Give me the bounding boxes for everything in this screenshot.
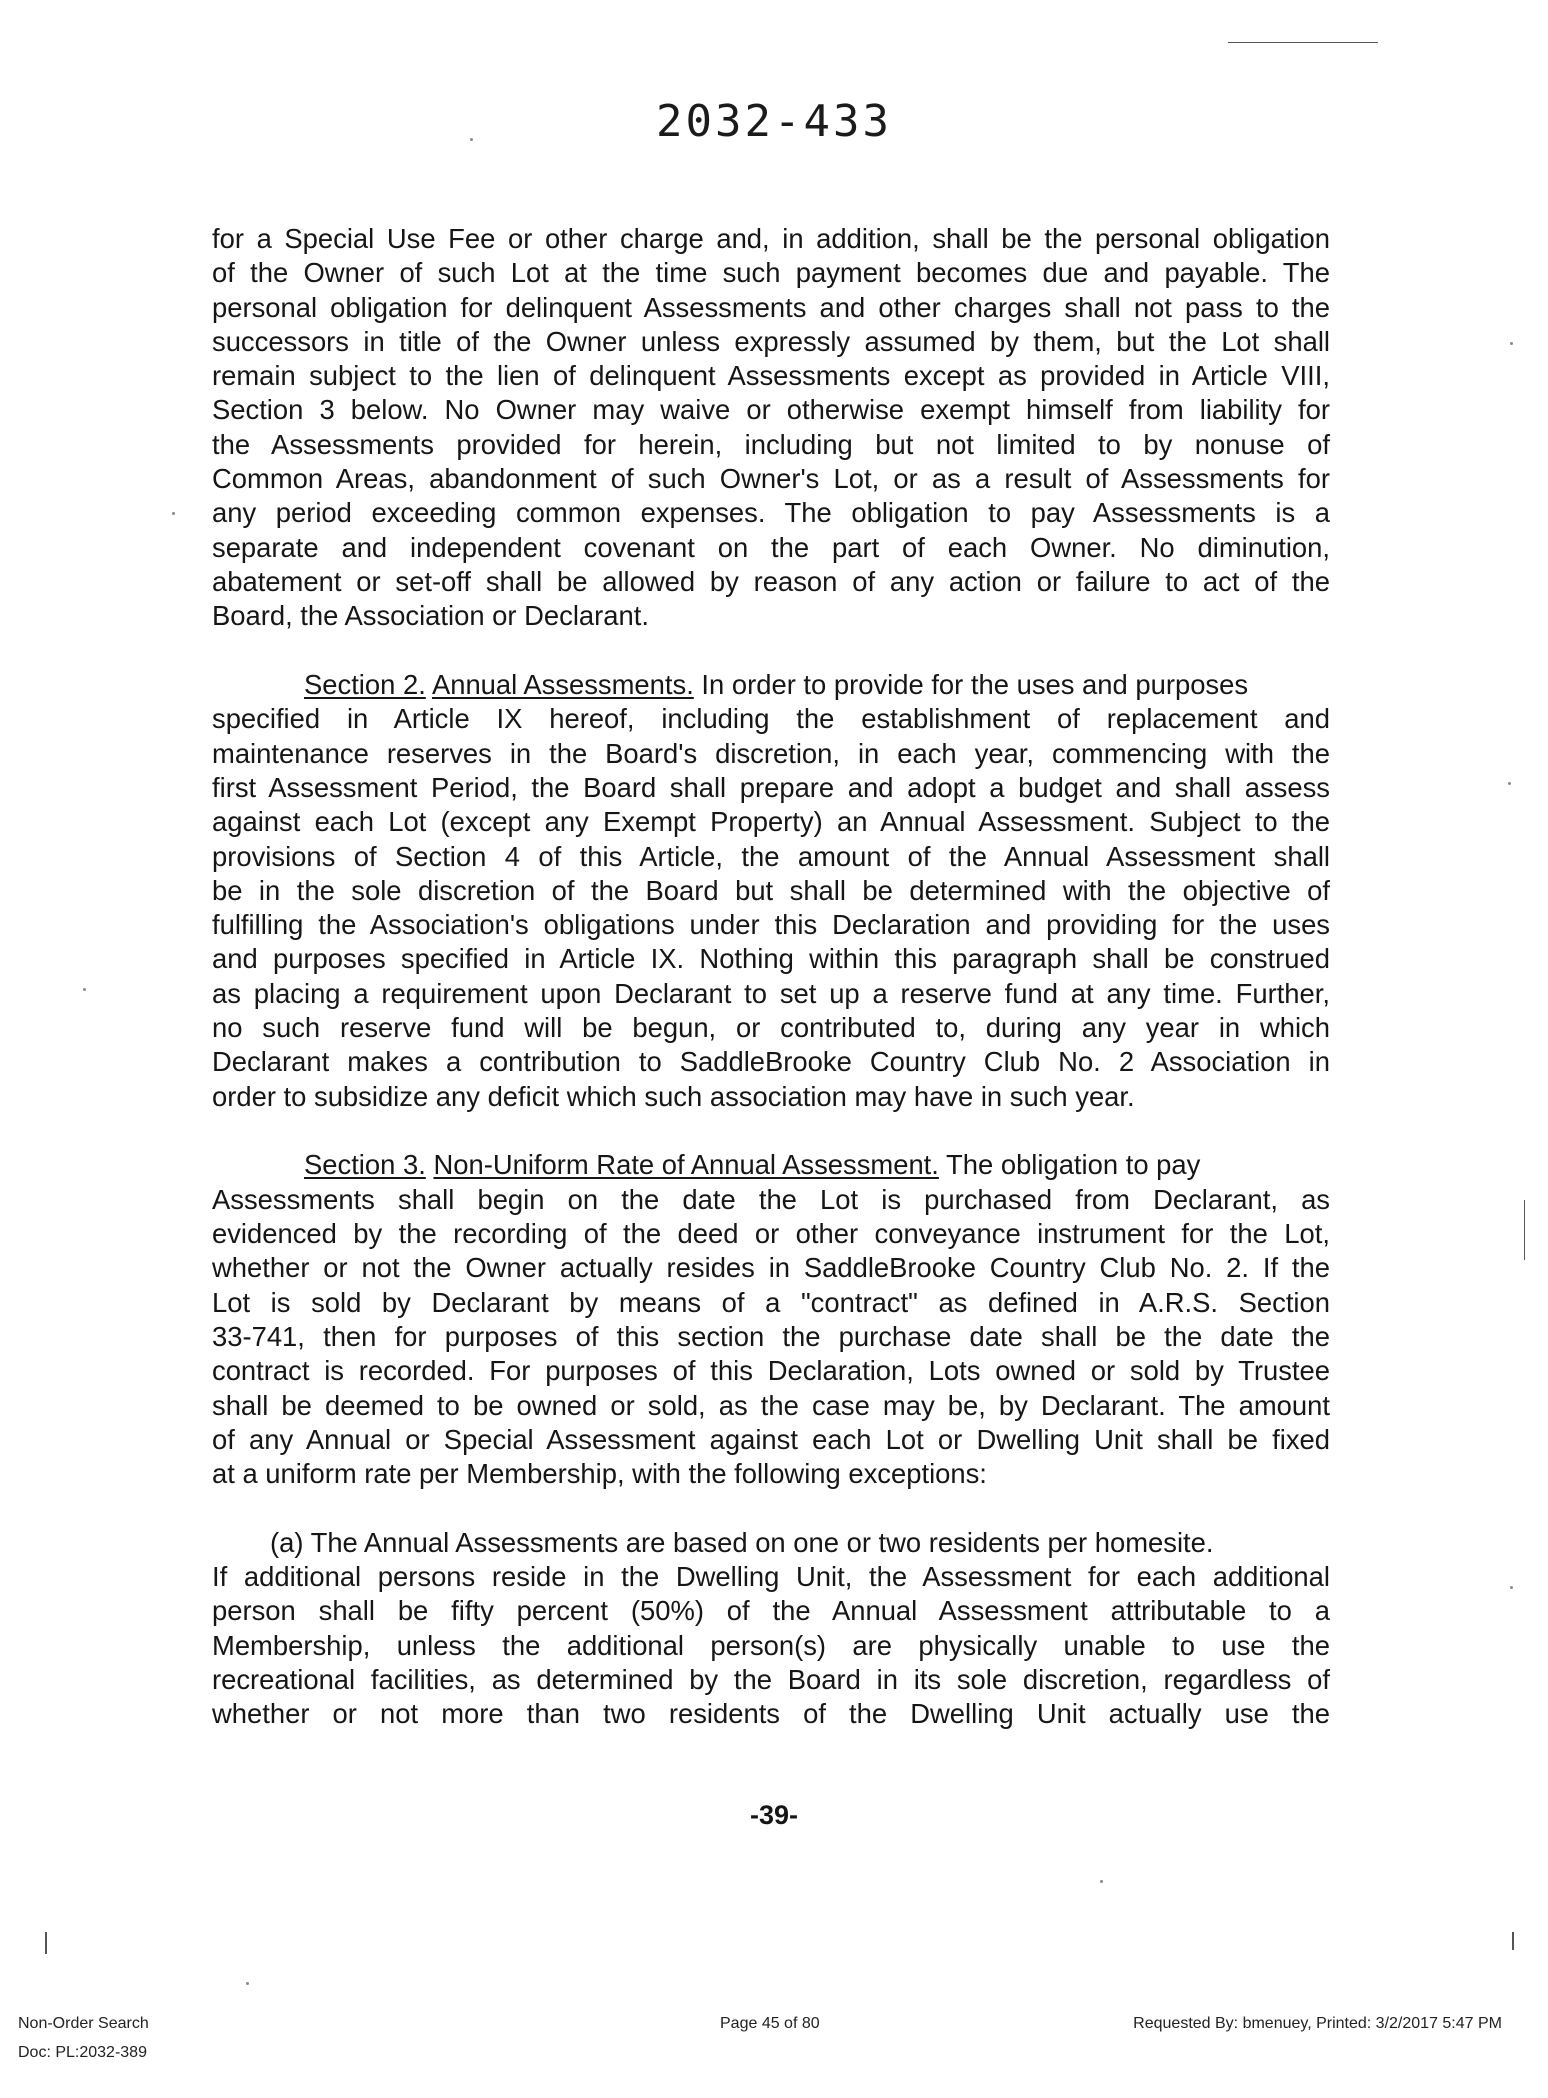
- text-line: fulfilling the Association's obligations under this Declaration and providing for the uses: [212, 909, 1330, 941]
- text-fragment: The obligation to pay: [938, 1149, 1201, 1181]
- text-line: Membership, unless the additional person(s) are physically unable to use the: [212, 1629, 1330, 1661]
- text-line: shall be deemed to be owned or sold, as the case may be, by Declarant. The amount: [212, 1389, 1330, 1421]
- text-line: recreational facilities, as determined by the Board in its sole discretion, regardless of: [212, 1664, 1330, 1696]
- text-line: any period exceeding common expenses. The obligation to pay Assessments is a: [212, 497, 1330, 529]
- text-line: Assessments shall begin on the date the Lot is purchased from Declarant, as: [212, 1183, 1330, 1215]
- text-line: specified in Article IX hereof, including the establishment of replacement and: [212, 703, 1330, 735]
- section-3-heading-line: [304, 1148, 1330, 1182]
- scan-speck: [1508, 782, 1511, 785]
- footer-search-type: Non-Order Search: [18, 2015, 149, 2032]
- text-line: and purposes specified in Article IX. Nothing within this paragraph shall be construed: [212, 943, 1330, 975]
- section-3-title: Non-Uniform Rate of Annual Assessment.: [433, 1149, 939, 1181]
- scan-mark: [45, 1932, 47, 1954]
- scan-speck: [246, 1982, 249, 1985]
- document-stamp-number: 2032-433: [656, 96, 892, 147]
- paragraph-section-2: [212, 668, 1330, 1114]
- text-line: be in the sole discretion of the Board but shall be determined with the objective of: [212, 874, 1330, 906]
- text-line: personal obligation for delinquent Assessments and other charges shall not pass to the: [212, 291, 1330, 323]
- page-number: -39-: [749, 1800, 798, 1830]
- text-line: 33-741, then for purposes of this section the purchase date shall be the date the: [212, 1320, 1330, 1352]
- footer-doc-id: Doc: PL:2032-389: [18, 2044, 147, 2061]
- text-line: first Assessment Period, the Board shall prepare and adopt a budget and shall assess: [212, 771, 1330, 803]
- text-line: abatement or set-off shall be allowed by reason of any action or failure to act of the: [212, 565, 1330, 597]
- text-line: no such reserve fund will be begun, or contributed to, during any year in which: [212, 1012, 1330, 1044]
- text-line: separate and independent covenant on the part of each Owner. No diminution,: [212, 531, 1330, 563]
- text-line: successors in title of the Owner unless expressly assumed by them, but the Lot shall: [212, 325, 1330, 357]
- text-line: for a Special Use Fee or other charge and, in addition, shall be the personal obligation: [212, 223, 1330, 254]
- text-line: remain subject to the lien of delinquent Assessments except as provided in Article VIII,: [212, 360, 1330, 392]
- text-line: maintenance reserves in the Board's discretion, in each year, commencing with the: [212, 737, 1330, 769]
- text-line: whether or not the Owner actually resides in SaddleBrooke Country Club No. 2. If the: [212, 1252, 1330, 1284]
- section-2-label: Section 2.: [304, 669, 426, 701]
- paragraph-section-3: [212, 1148, 1330, 1491]
- scan-mark: [1228, 42, 1378, 43]
- text-line: Common Areas, abandonment of such Owner's Lot, or as a result of Assessments for: [212, 463, 1330, 495]
- scan-speck: [83, 988, 86, 991]
- text-line: whether or not more than two residents of the Dwelling Unit actually use the: [212, 1698, 1330, 1730]
- text-line: of the Owner of such Lot at the time such payment becomes due and payable. The: [212, 257, 1330, 289]
- paragraph-exception-a: [212, 1526, 1330, 1732]
- text-line: at a uniform rate per Membership, with the following exceptions:: [212, 1458, 987, 1490]
- text-line: provisions of Section 4 of this Article, the amount of the Annual Assessment shall: [212, 840, 1330, 872]
- scan-speck: [1510, 342, 1513, 345]
- scan-speck: [470, 138, 473, 141]
- scan-mark: [1512, 1932, 1514, 1950]
- text-line: If additional persons reside in the Dwelling Unit, the Assessment for each additional: [212, 1561, 1330, 1593]
- section-2-title: Annual Assessments.: [431, 669, 694, 701]
- text-line: order to subsidize any deficit which such association may have in such year.: [212, 1080, 1135, 1112]
- exception-a-first-line: (a) The Annual Assessments are based on one or two residents per homesite.: [270, 1526, 1214, 1558]
- paragraph-owner-obligation: [212, 222, 1330, 634]
- footer-page-count: Page 45 of 80: [720, 2015, 820, 2032]
- text-line: Lot is sold by Declarant by means of a "contract" as defined in A.R.S. Section: [212, 1286, 1330, 1318]
- scan-speck: [1100, 1880, 1103, 1883]
- text-line: contract is recorded. For purposes of this Declaration, Lots owned or sold by Trustee: [212, 1355, 1330, 1387]
- text-line: of any Annual or Special Assessment against each Lot or Dwelling Unit shall be fixed: [212, 1423, 1330, 1455]
- footer-requested-by: Requested By: bmenuey, Printed: 3/2/2017 5:47 PM: [1133, 2015, 1502, 2032]
- text-line: evidenced by the recording of the deed or other conveyance instrument for the Lot,: [212, 1218, 1330, 1250]
- text-line: Board, the Association or Declarant.: [212, 600, 649, 632]
- text-line: Section 3 below. No Owner may waive or otherwise exempt himself from liability for: [212, 394, 1330, 426]
- scan-speck: [172, 512, 175, 515]
- text-line: Declarant makes a contribution to SaddleBrooke Country Club No. 2 Association in: [212, 1046, 1330, 1078]
- text-fragment: In order to provide for the uses and purposes: [693, 669, 1249, 701]
- scan-speck: [1510, 1586, 1513, 1589]
- text-line: the Assessments provided for herein, including but not limited to by nonuse of: [212, 428, 1330, 460]
- document-body: [212, 222, 1330, 1766]
- text-line: against each Lot (except any Exempt Property) an Annual Assessment. Subject to the: [212, 806, 1330, 838]
- text-line: person shall be fifty percent (50%) of the Annual Assessment attributable to a: [212, 1595, 1330, 1627]
- section-2-heading-line: [304, 668, 1330, 702]
- scan-mark: [1524, 1200, 1525, 1260]
- text-line: as placing a requirement upon Declarant to set up a reserve fund at any time. Further,: [212, 977, 1330, 1009]
- section-3-label: Section 3.: [304, 1149, 426, 1181]
